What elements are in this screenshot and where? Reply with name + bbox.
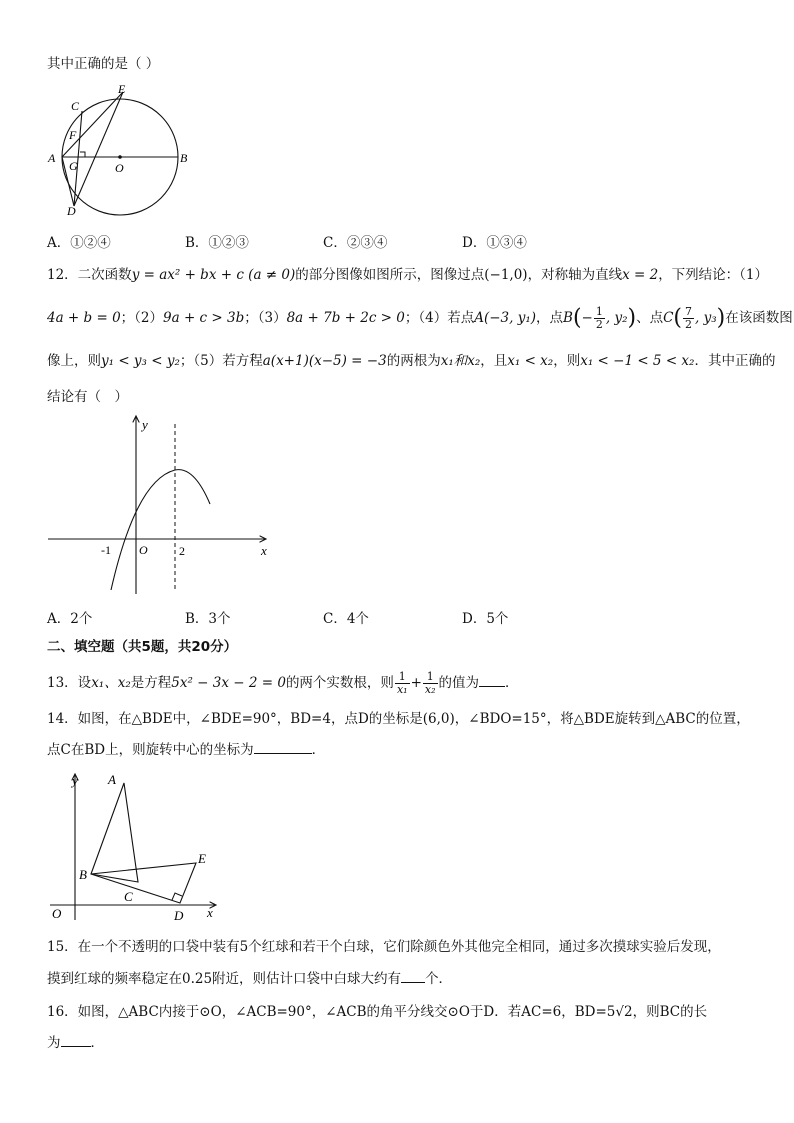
q12-parabola-graph: [44, 412, 284, 597]
q12-line-4: 结论有（ ）: [47, 389, 128, 405]
label-a: A: [108, 772, 116, 787]
q13-answer-blank[interactable]: [479, 674, 505, 687]
q16-answer-blank[interactable]: [61, 1034, 91, 1047]
label-g: G: [69, 159, 78, 173]
label-2: 2: [179, 544, 185, 558]
label-b: B: [180, 151, 188, 165]
label-y: y: [72, 773, 78, 788]
q12-line-2: 4a + b = 0；（2）9a + c > 3b；（3）8a + 7b + 2c > 0；（4）若点A(−3, y₁)，点B(− $\frac{1}{2}$ , y₂)、点C( $\frac{7}{2}$ , y₃)在该函数图: [47, 305, 793, 331]
label-y: y: [142, 417, 148, 432]
q15-line-2: 摸到红球的频率稳定在0.25附近，则估计口袋中白球大约有 个．: [47, 971, 453, 987]
q12-option-c: C．4个: [323, 611, 369, 627]
q16-line-1: 16．如图，△ABC内接于⊙O，∠ACB=90°，∠ACB的角平分线交⊙O于D．若AC=6，BD=5√2，则BC的长: [47, 1004, 708, 1020]
label-b: B: [79, 867, 87, 882]
center-dot: [118, 155, 122, 159]
q11-option-a: A．①②④: [47, 235, 111, 251]
section-heading: 二、填空题（共5题，共20分）: [47, 639, 238, 655]
label-x: x: [261, 543, 267, 558]
label-origin: O: [139, 543, 148, 557]
q14-triangle-figure: [44, 768, 229, 924]
right-angle-mark: [172, 893, 182, 900]
q11-circle-figure: [44, 82, 194, 217]
q13-line: 13．设x₁、x₂是方程5x² − 3x − 2 = 0的两个实数根，则 $\frac{1}{\text{x₁}}$ + $\frac{1}{\text{x₂}}$ 的值为 ．: [47, 670, 519, 696]
label-c: C: [71, 99, 80, 113]
right-angle-mark: [80, 152, 85, 157]
q12-line-3: 像上，则y₁ < y₃ < y₂；（5）若方程a(x+1)(x−5) = −3的两根为x₁和x₂，且x₁ < x₂，则x₁ < −1 < 5 < x₂．其中正确的: [47, 353, 776, 369]
q11-option-d: D．①③④: [462, 235, 527, 251]
label-e: E: [198, 851, 206, 866]
label-e: E: [118, 82, 126, 96]
label-x: x: [207, 905, 213, 920]
label-d: D: [174, 908, 184, 923]
q12-option-d: D．5个: [462, 611, 509, 627]
triangle-bde: [91, 863, 196, 903]
q15-line-1: 15．在一个不透明的口袋中装有5个红球和若干个白球，它们除颜色外其他完全相同，通过多次摸球实验后发现，: [47, 939, 721, 955]
q14-answer-blank[interactable]: [254, 741, 312, 754]
triangle-abc: [91, 783, 138, 882]
q11-option-c: C．②③④: [323, 235, 388, 251]
label-neg1: -1: [101, 543, 111, 557]
label-f: F: [69, 128, 77, 142]
label-o: O: [115, 161, 124, 175]
q11-option-b: B．①②③: [185, 235, 249, 251]
q14-line-2: 点C在BD上，则旋转中心的坐标为 ．: [47, 742, 326, 758]
label-a: A: [48, 151, 56, 165]
q16-line-2: 为 ．: [47, 1035, 104, 1051]
label-o: O: [52, 906, 62, 921]
q14-line-1: 14．如图，在△BDE中，∠BDE=90°，BD=4，点D的坐标是(6,0)，∠BDO=15°，将△BDE旋转到△ABC的位置，: [47, 711, 750, 727]
q11-prompt: 其中正确的是（ ）: [47, 56, 160, 72]
label-c: C: [124, 889, 133, 904]
q12-option-a: A．2个: [47, 611, 93, 627]
label-d: D: [67, 204, 76, 217]
q12-option-b: B．3个: [185, 611, 231, 627]
segment-ed: [74, 92, 123, 206]
parabola-curve: [111, 470, 210, 590]
q15-answer-blank[interactable]: [401, 970, 425, 983]
q12-line-1: 12．二次函数y = ax² + bx + c (a ≠ 0)的部分图像如图所示，图像过点(−1,0)，对称轴为直线x = 2，下列结论：（1）: [47, 267, 769, 283]
